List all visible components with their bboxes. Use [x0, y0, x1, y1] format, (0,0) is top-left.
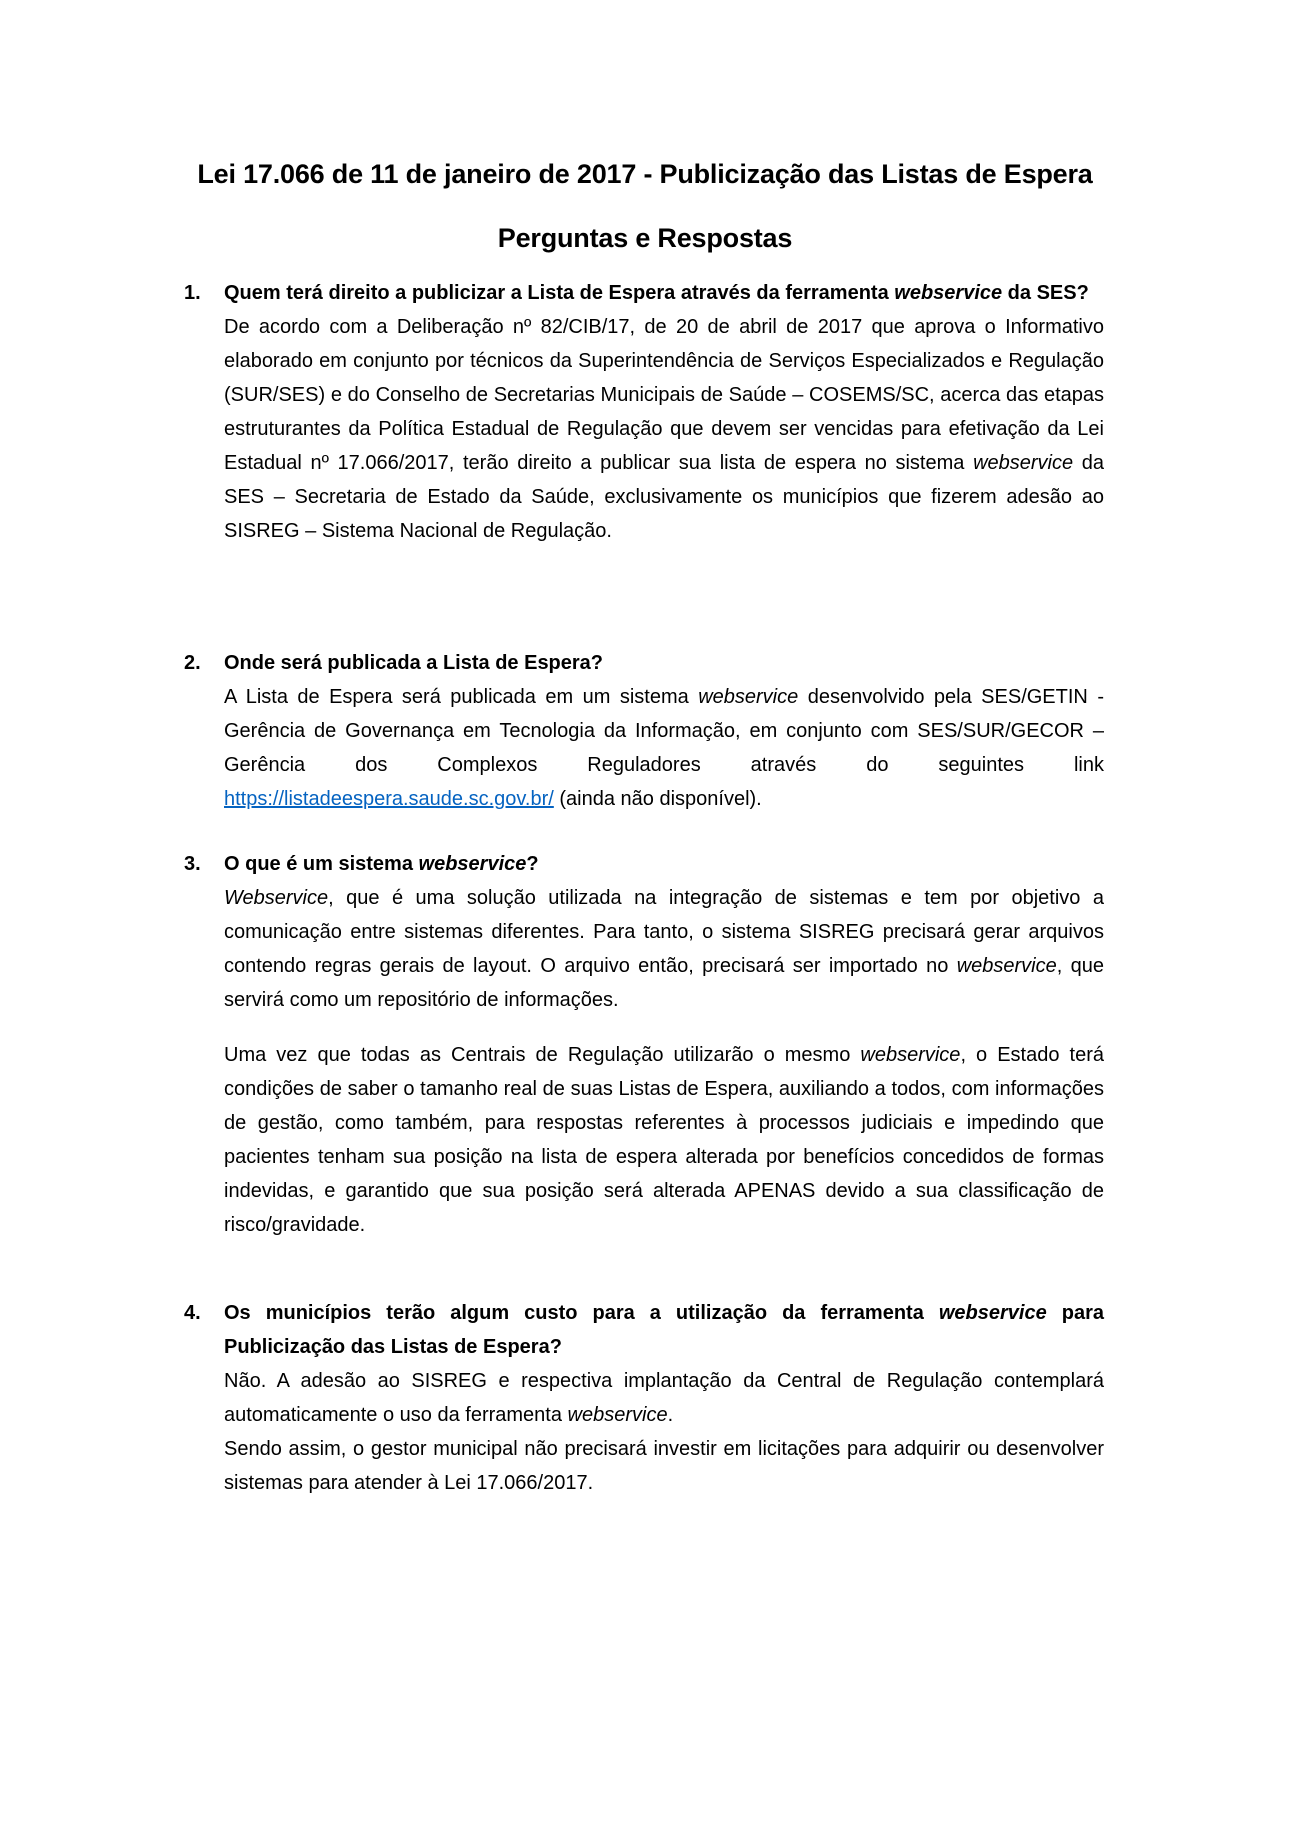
question-number: 3. [184, 853, 201, 875]
answer-paragraph: Não. A adesão ao SISREG e respectiva implantação da Central de Regulação contemplará automaticamente o uso da ferramenta webservice. [224, 1370, 1104, 1426]
question-3 [184, 847, 1104, 1242]
question-number: 1. [184, 282, 201, 304]
lista-espera-link[interactable]: https://listadeespera.saude.sc.gov.br/ [224, 788, 554, 810]
document-title: Lei 17.066 de 11 de janeiro de 2017 - Publicização das Listas de Espera [197, 159, 1093, 189]
answer-paragraph: Uma vez que todas as Centrais de Regulação utilizarão o mesmo webservice, o Estado terá condições de saber o tamanho real de suas Listas de Espera, auxiliando a todos, com informações de gestão, como também, para respostas referentes à processos judiciais e impedindo que pacientes tenham sua posição na lista de espera alterada por benefícios concedidos de formas indevidas, e garantido que sua posição será alterada APENAS devido a sua classificação de risco/gravidade. [224, 1044, 1104, 1236]
answer-paragraph: Sendo assim, o gestor municipal não precisará investir em licitações para adquirir ou desenvolver sistemas para atender à Lei 17.066/2017. [224, 1438, 1104, 1494]
document-subtitle: Perguntas e Respostas [497, 223, 793, 253]
question-title: O que é um sistema webservice? [224, 853, 539, 875]
answer-paragraph: De acordo com a Deliberação nº 82/CIB/17, de 20 de abril de 2017 que aprova o Informativo elaborado em conjunto por técnicos da Superintendência de Serviços Especializados e Regulação (SUR/SES) e do Conselho de Secretarias Municipais de Saúde – COSEMS/SC, acerca das etapas estruturantes da Política Estadual de Regulação que devem ser vencidas para efetivação da Lei Estadual nº 17.066/2017, terão direito a publicar sua lista de espera no sistema webservice da SES – Secretaria de Estado da Saúde, exclusivamente os municípios que fizerem adesão ao SISREG – Sistema Nacional de Regulação. [224, 316, 1105, 542]
question-number: 4. [184, 1302, 201, 1324]
question-4 [184, 1296, 1104, 1500]
question-title: Quem terá direito a publicizar a Lista de Espera através da ferramenta webservice da SES? [224, 282, 1089, 304]
question-2 [184, 646, 1104, 816]
question-number: 2. [184, 652, 201, 674]
question-title: Os municípios terão algum custo para a utilização da ferramenta webservice para Publicização das Listas de Espera? [224, 1302, 1104, 1358]
question-title: Onde será publicada a Lista de Espera? [224, 652, 604, 674]
question-1 [184, 276, 1105, 548]
answer-paragraph: Webservice, que é uma solução utilizada na integração de sistemas e tem por objetivo a comunicação entre sistemas diferentes. Para tanto, o sistema SISREG precisará gerar arquivos contendo regras gerais de layout. O arquivo então, precisará ser importado no webservice, que servirá como um repositório de informações. [224, 887, 1104, 1011]
answer-paragraph: A Lista de Espera será publicada em um sistema webservice desenvolvido pela SES/GETIN - Gerência de Governança em Tecnologia da Informação, em conjunto com SES/SUR/GECOR – Gerência dos Complexos Reguladores através do seguintes link https://listadeespera.saude.sc.gov.br/ (ainda não disponível). [224, 686, 1104, 810]
